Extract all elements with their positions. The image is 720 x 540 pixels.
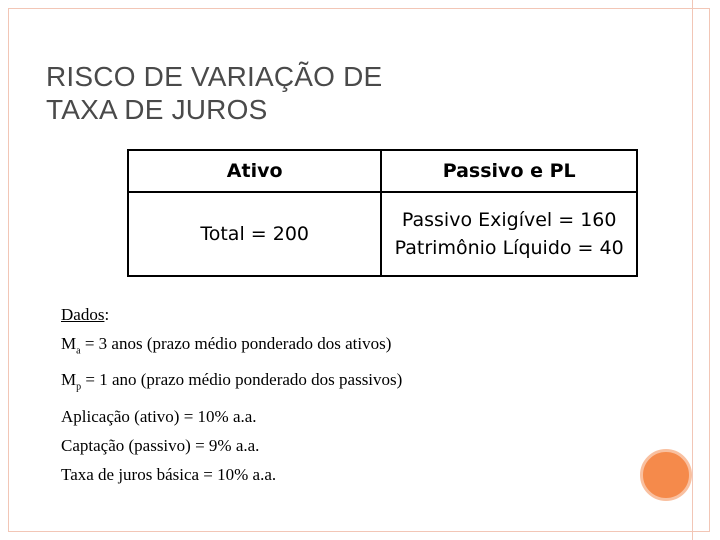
item-text: = 3 anos (prazo médio ponderado dos ativos) bbox=[80, 334, 392, 353]
var-m: M bbox=[61, 370, 77, 390]
data-label: Dados bbox=[61, 305, 105, 324]
list-item: Aplicação (ativo) = 10% a.a. bbox=[61, 406, 257, 426]
data-label-colon: : bbox=[104, 305, 110, 324]
list-item bbox=[61, 329, 402, 365]
header-ativo: Ativo bbox=[128, 150, 381, 192]
decorative-line bbox=[692, 0, 693, 540]
balance-sheet-table bbox=[127, 149, 638, 277]
list-item: Captação (passivo) = 9% a.a. bbox=[61, 435, 260, 455]
data-label-line bbox=[61, 300, 402, 329]
var-sub: a bbox=[76, 345, 81, 357]
patrimonio-liquido: Patrimônio Líquido = 40 bbox=[394, 237, 624, 259]
title-line-2: TAXA DE JUROS bbox=[46, 94, 268, 125]
list-item: Taxa de juros básica = 10% a.a. bbox=[61, 464, 277, 484]
list-item bbox=[61, 365, 402, 401]
decorative-circle bbox=[640, 449, 692, 501]
header-passivo: Passivo e PL bbox=[381, 150, 637, 192]
slide-title bbox=[46, 60, 382, 126]
cell-total: Total = 200 bbox=[128, 192, 381, 276]
item-text: = 1 ano (prazo médio ponderado dos passivos) bbox=[81, 370, 403, 390]
var-m: M bbox=[61, 334, 77, 353]
table-header-row bbox=[128, 150, 637, 192]
var-sub: p bbox=[76, 381, 82, 393]
data-section bbox=[61, 300, 402, 489]
cell-passivo bbox=[381, 192, 637, 276]
passivo-exigivel: Passivo Exigível = 160 bbox=[401, 209, 617, 231]
table-row bbox=[128, 192, 637, 276]
title-line-1: RISCO DE VARIAÇÃO DE bbox=[46, 61, 383, 92]
